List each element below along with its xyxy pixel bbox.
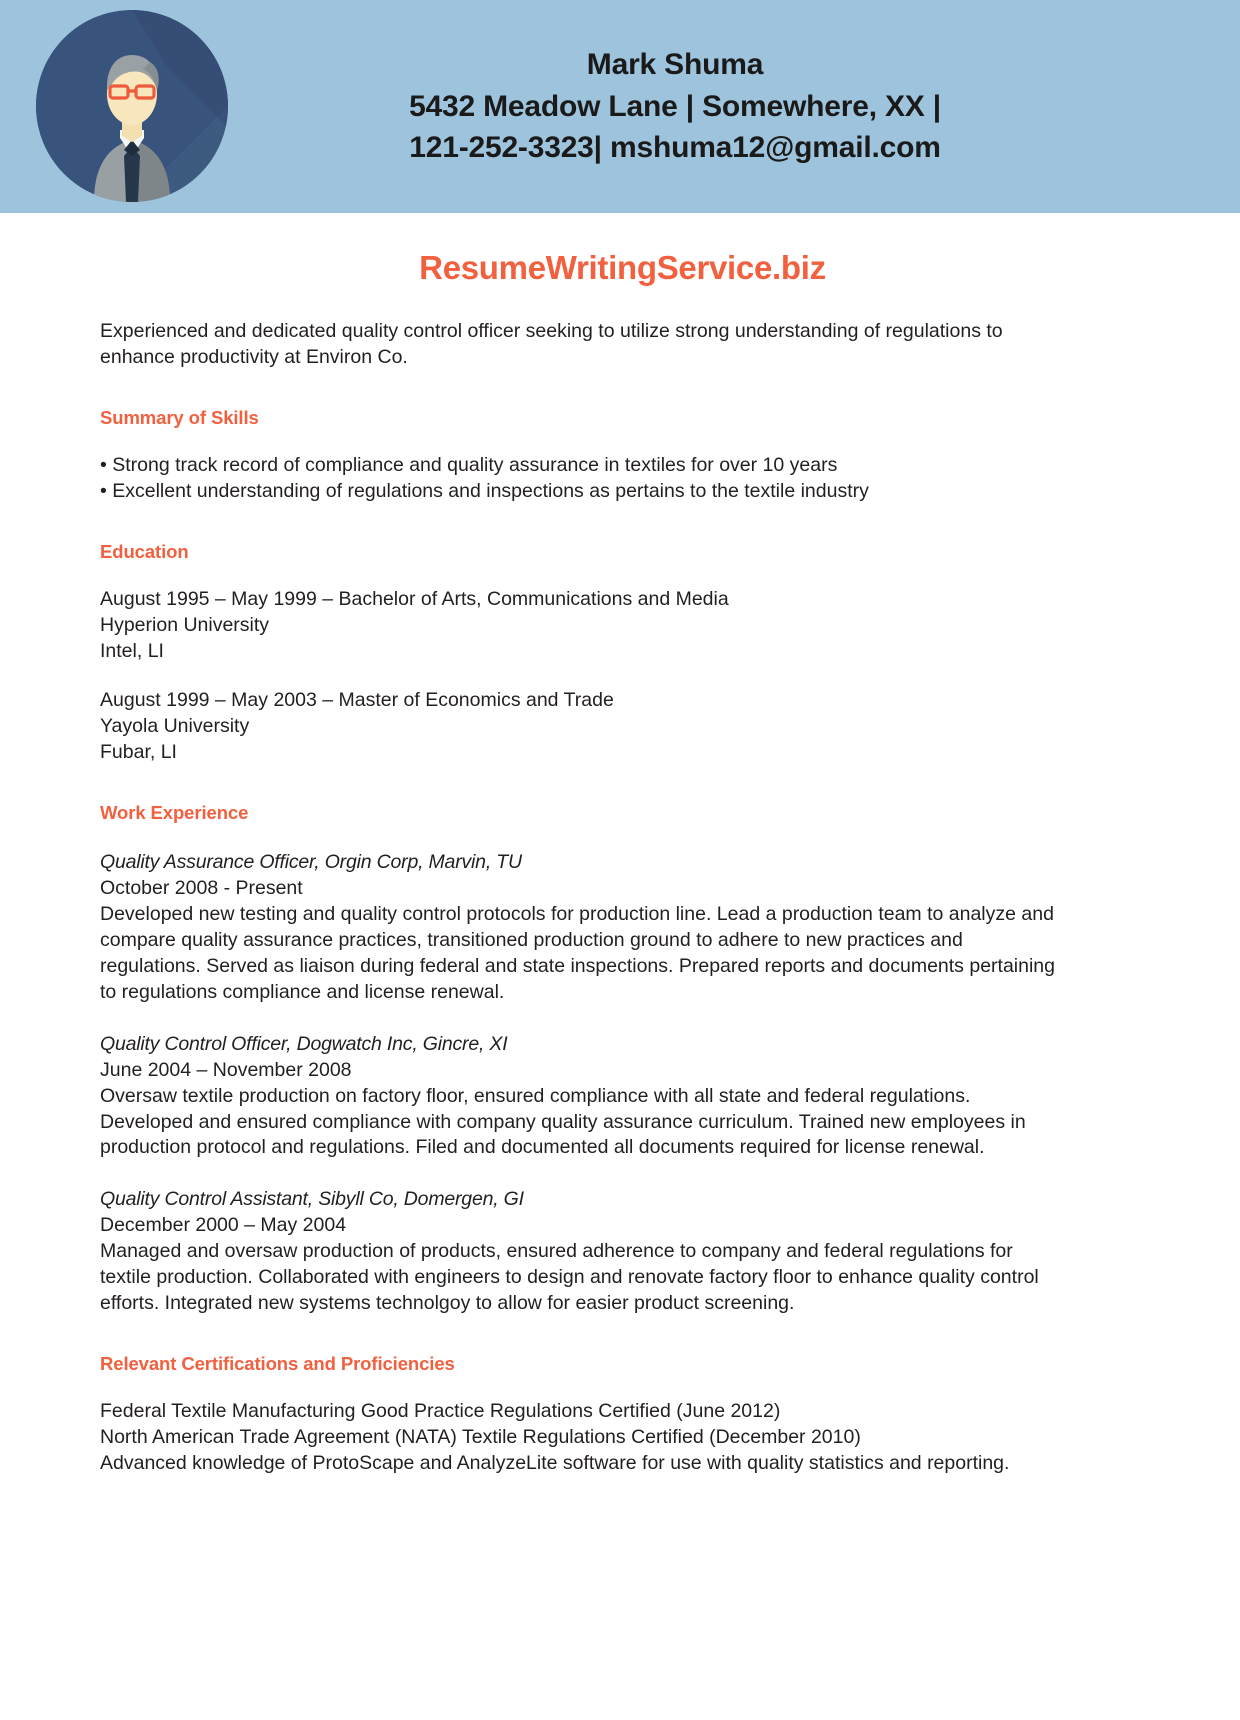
list-item: Advanced knowledge of ProtoScape and AnalyzeLite software for use with quality statistics and reporting.	[100, 1451, 1010, 1474]
work-entry	[100, 850, 1145, 1006]
header-banner	[0, 0, 1240, 213]
businessman-avatar-icon	[36, 10, 228, 202]
applicant-contact: 121-252-3323| mshuma12@gmail.com	[409, 131, 941, 165]
job-title: Quality Control Assistant, Sibyll Co, Domergen, GI	[100, 1188, 524, 1211]
list-item: Federal Textile Manufacturing Good Practice Regulations Certified (June 2012)	[100, 1399, 781, 1422]
education-location: Intel, LI	[100, 639, 164, 662]
work-entry	[100, 1032, 1145, 1162]
job-description: Developed new testing and quality control protocols for production line. Lead a production team to analyze and compare quality assurance practices, transitioned production ground to adhere to new practices and regulations. Served as liaison during federal and state inspections. Prepared reports and documents pertaining to regulations compliance and license renewal.	[100, 903, 1055, 1003]
job-dates: June 2004 – November 2008	[100, 1058, 352, 1081]
section-heading-work-experience: Work Experience	[100, 802, 249, 824]
education-school: Yayola University	[100, 715, 250, 738]
resume-body	[0, 249, 1240, 1477]
skills-list	[100, 453, 1145, 505]
work-entry	[100, 1187, 1145, 1317]
job-dates: December 2000 – May 2004	[100, 1214, 347, 1237]
education-school: Hyperion University	[100, 613, 270, 636]
applicant-name: Mark Shuma	[586, 48, 764, 82]
education-entry	[100, 688, 1145, 766]
job-description: Managed and oversaw production of products, ensured adherence to company and federal regulations for textile production. Collaborated with engineers to design and renovate factory floor to enhance quality control efforts. Integrated new systems technolgoy to allow for easier product screening.	[100, 1240, 1039, 1315]
job-title: Quality Control Officer, Dogwatch Inc, Gincre, XI	[100, 1032, 508, 1055]
education-degree: August 1999 – May 2003 – Master of Economics and Trade	[100, 689, 614, 712]
avatar	[36, 10, 228, 202]
section-heading-certifications: Relevant Certifications and Proficiencies	[100, 1352, 455, 1374]
applicant-address: 5432 Meadow Lane | Somewhere, XX |	[409, 89, 941, 123]
education-location: Fubar, LI	[100, 741, 177, 764]
job-title: Quality Assurance Officer, Orgin Corp, Marvin, TU	[100, 851, 522, 874]
list-item: • Excellent understanding of regulations and inspections as pertains to the textile industry	[100, 479, 869, 502]
section-heading-skills: Summary of Skills	[100, 406, 259, 428]
section-heading-education: Education	[100, 540, 189, 562]
job-description: Oversaw textile production on factory floor, ensured compliance with all state and federal regulations. Developed and ensured compliance with company quality assurance curriculum. Trained new employees in production protocol and regulations. Filed and documented all documents required for license renewal.	[100, 1084, 1026, 1159]
education-degree: August 1995 – May 1999 – Bachelor of Arts, Communications and Media	[100, 587, 729, 610]
site-title: ResumeWritingService.biz	[419, 249, 826, 286]
certifications-list	[100, 1399, 1020, 1477]
job-dates: October 2008 - Present	[100, 877, 303, 900]
education-entry	[100, 587, 1145, 665]
objective-statement: Experienced and dedicated quality control officer seeking to utilize strong understanding of regulations to enhance productivity at Environ Co.	[100, 320, 1003, 368]
list-item: • Strong track record of compliance and quality assurance in textiles for over 10 years	[100, 453, 838, 476]
list-item: North American Trade Agreement (NATA) Textile Regulations Certified (December 2010)	[100, 1425, 861, 1448]
